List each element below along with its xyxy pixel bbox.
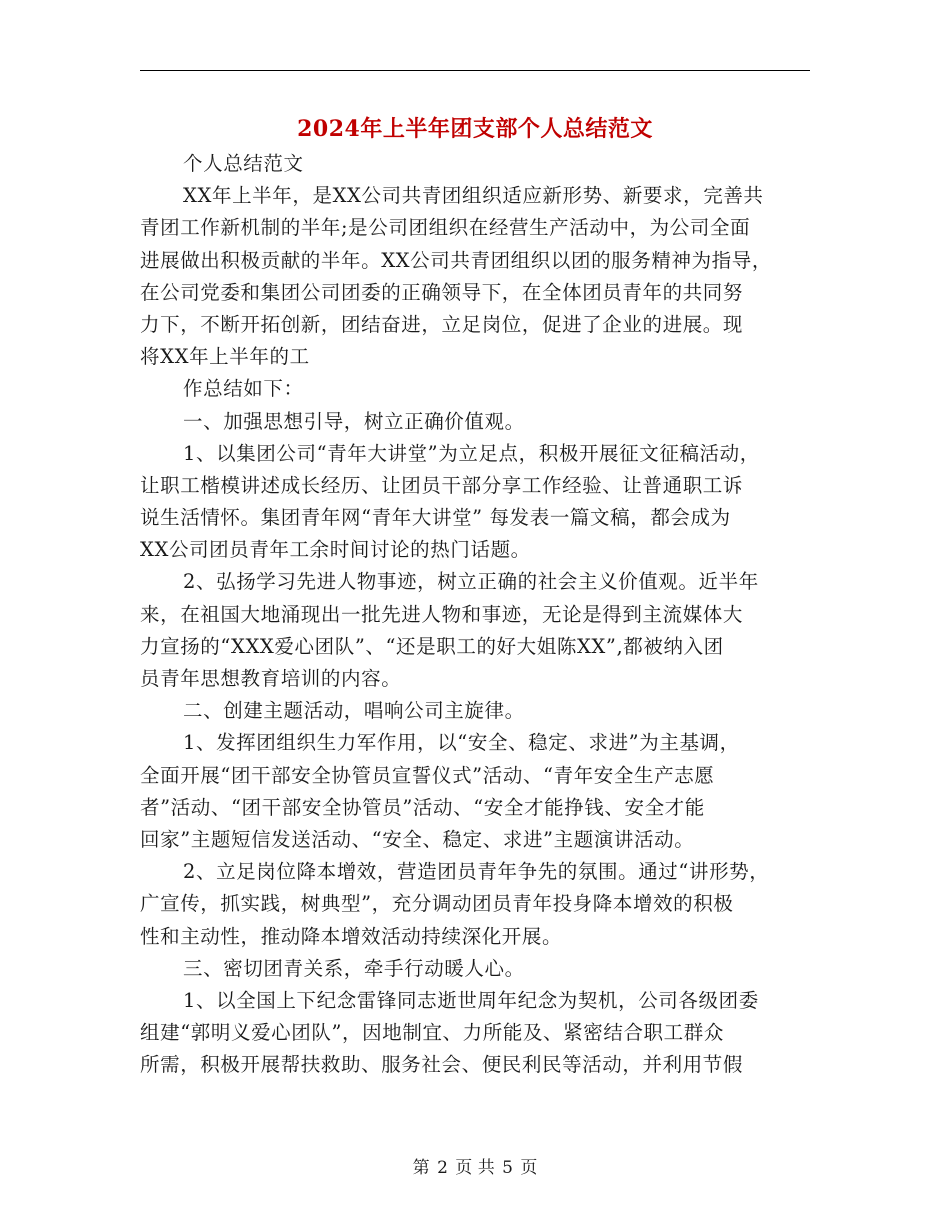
body-line: 在公司党委和集团公司团委的正确领导下，在全体团员青年的共同努 bbox=[140, 280, 744, 304]
body-line: 让职工楷模讲述成长经历、让团员干部分享工作经验、让普通职工诉 bbox=[140, 473, 744, 497]
page-total: 5 bbox=[502, 1158, 513, 1178]
body-line: 作总结如下： bbox=[183, 377, 304, 401]
body-line: 力宣扬的“XXX爱心团队”、“还是职工的好大姐陈XX”,都被纳入团 bbox=[140, 634, 724, 658]
body-line: 青团工作新机制的半年;是公司团组织在经营生产活动中，为公司全面 bbox=[140, 216, 751, 240]
body-line: 全面开展“团干部安全协管员宣誓仪式”活动、“青年安全生产志愿 bbox=[140, 763, 715, 787]
body-line: 1、发挥团组织生力军作用，以“安全、稳定、求进”为主基调， bbox=[183, 731, 740, 755]
body-line: 说生活情怀。集团青年网“青年大讲堂” 每发表一篇文稿，都会成为 bbox=[140, 506, 731, 530]
body-line: 所需，积极开展帮扶救助、服务社会、便民利民等活动，并利用节假 bbox=[140, 1053, 744, 1077]
body-line: XX公司团员青年工余时间讨论的热门话题。 bbox=[140, 538, 531, 562]
body-line: 将XX年上半年的工 bbox=[140, 345, 310, 369]
body-line: 者”活动、“团干部安全协管员”活动、“安全才能挣钱、安全才能 bbox=[140, 795, 705, 819]
body-line: 性和主动性，推动降本增效活动持续深化开展。 bbox=[140, 924, 563, 948]
body-line: 组建“郭明义爱心团队”，因地制宜、力所能及、紧密结合职工群众 bbox=[140, 1021, 724, 1045]
document-title: 2024年上半年团支部个人总结范文 bbox=[297, 116, 653, 142]
page-number: 2 bbox=[437, 1158, 448, 1178]
footer-middle: 页 共 bbox=[455, 1158, 495, 1178]
body-line: 力下，不断开拓创新，团结奋进，立足岗位，促进了企业的进展。现 bbox=[140, 312, 744, 336]
body-line: XX年上半年，是XX公司共青团组织适应新形势、新要求，完善共 bbox=[183, 184, 764, 208]
body-line: 回家”主题短信发送活动、“安全、稳定、求进”主题演讲活动。 bbox=[140, 827, 695, 851]
document-body bbox=[140, 148, 812, 1081]
footer-prefix: 第 bbox=[412, 1158, 430, 1178]
body-line: 进展做出积极贡献的半年。XX公司共青团组织以团的服务精神为指导， bbox=[140, 248, 772, 272]
body-line: 员青年思想教育培训的内容。 bbox=[140, 667, 402, 690]
section-heading: 二、创建主题活动，唱响公司主旋律。 bbox=[183, 699, 525, 723]
body-line: 2、立足岗位降本增效，营造团员青年争先的氛围。通过“讲形势， bbox=[183, 860, 770, 884]
section-heading: 三、密切团青关系，牵手行动暖人心。 bbox=[183, 956, 525, 980]
header-rule bbox=[140, 70, 810, 71]
body-line: 广宣传，抓实践，树典型”，充分调动团员青年投身降本增效的积极 bbox=[140, 892, 734, 916]
body-line: 1、以全国上下纪念雷锋同志逝世周年纪念为契机，公司各级团委 bbox=[183, 988, 759, 1012]
body-line: 1、以集团公司“青年大讲堂”为立足点，积极开展征文征稿活动， bbox=[183, 441, 760, 465]
body-line: 来，在祖国大地涌现出一批先进人物和事迹，无论是得到主流媒体大 bbox=[140, 602, 744, 626]
footer-suffix: 页 bbox=[520, 1158, 538, 1178]
section-heading: 一、加强思想引导，树立正确价值观。 bbox=[183, 409, 525, 433]
page-footer bbox=[0, 1153, 950, 1178]
body-line: 2、弘扬学习先进人物事迹，树立正确的社会主义价值观。近半年 bbox=[183, 570, 759, 594]
body-line: 个人总结范文 bbox=[183, 152, 304, 175]
